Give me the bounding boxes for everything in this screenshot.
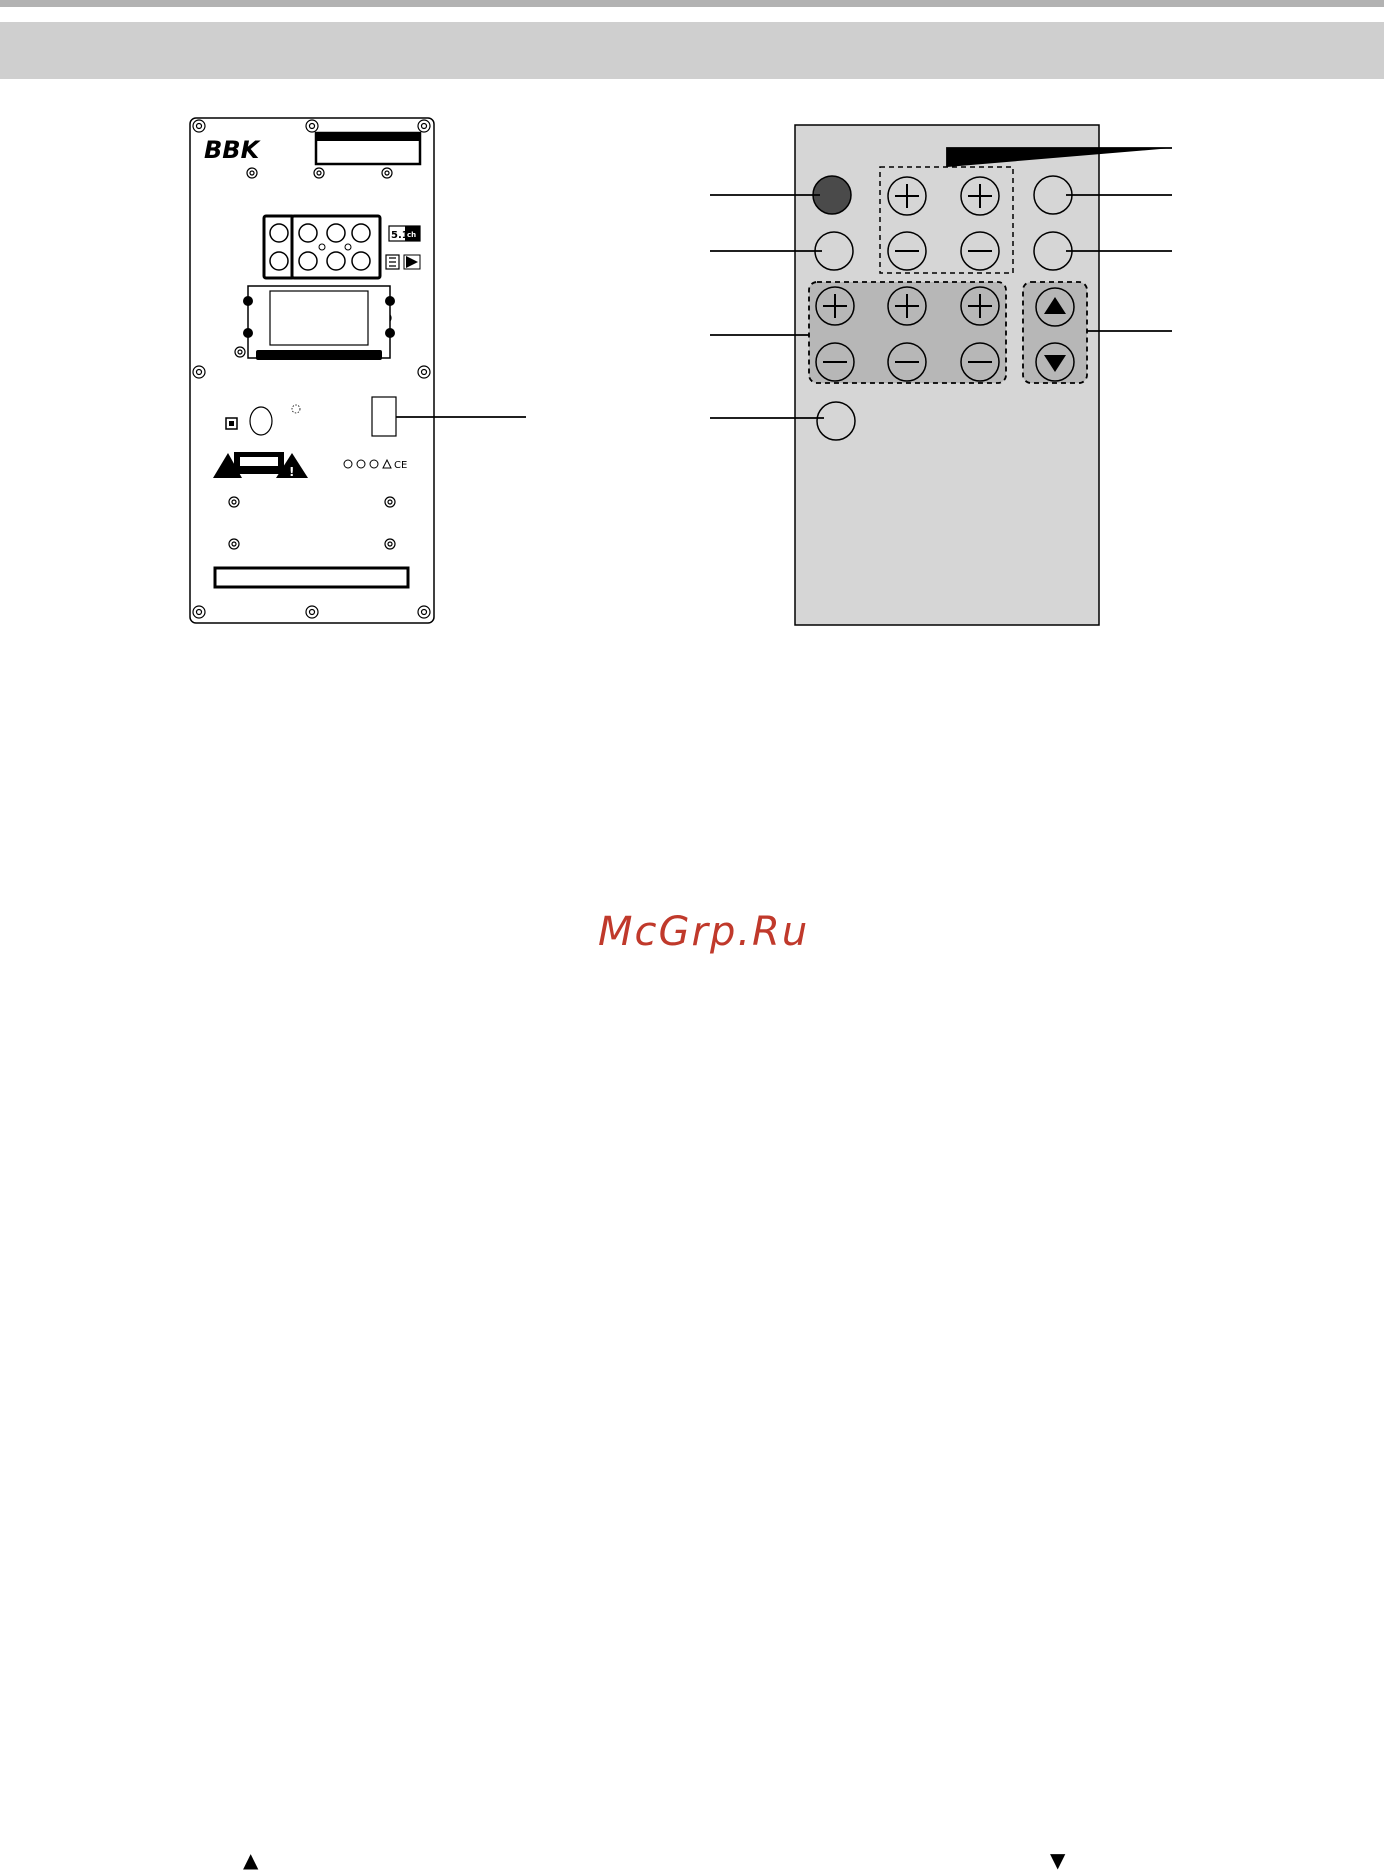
channel-badge xyxy=(389,226,420,241)
brand-logo: BBK xyxy=(204,136,260,164)
minus-button[interactable] xyxy=(888,232,926,270)
ir-sensor xyxy=(250,407,272,435)
minus-button[interactable] xyxy=(961,232,999,270)
level-minus-button[interactable] xyxy=(888,343,926,381)
figure xyxy=(0,0,1384,700)
svg-text:!: ! xyxy=(289,465,295,479)
level-minus-button[interactable] xyxy=(961,343,999,381)
speaker-terminals xyxy=(264,216,380,278)
page-down-icon[interactable]: ▼ xyxy=(1050,1848,1066,1872)
level-minus-button[interactable] xyxy=(816,343,854,381)
rear-panel xyxy=(190,118,526,623)
power-cord-socket xyxy=(372,397,396,436)
ce-mark: CE xyxy=(394,460,408,471)
serial-label-box xyxy=(215,568,408,587)
up-arrow-button[interactable] xyxy=(1036,288,1074,326)
page-up-icon[interactable]: ▲ xyxy=(243,1848,259,1872)
plus-button[interactable] xyxy=(961,177,999,215)
remote-panel xyxy=(710,125,1172,625)
plus-button[interactable] xyxy=(888,177,926,215)
round-button[interactable] xyxy=(817,402,855,440)
level-plus-button[interactable] xyxy=(888,287,926,325)
connector-board xyxy=(243,286,395,360)
channel-badge-unit: ch xyxy=(407,231,417,239)
watermark: McGrp.Ru xyxy=(598,909,810,955)
level-plus-button[interactable] xyxy=(961,287,999,325)
level-plus-button[interactable] xyxy=(816,287,854,325)
down-arrow-button[interactable] xyxy=(1036,343,1074,381)
channel-badge-number: 5.1 xyxy=(391,230,409,241)
